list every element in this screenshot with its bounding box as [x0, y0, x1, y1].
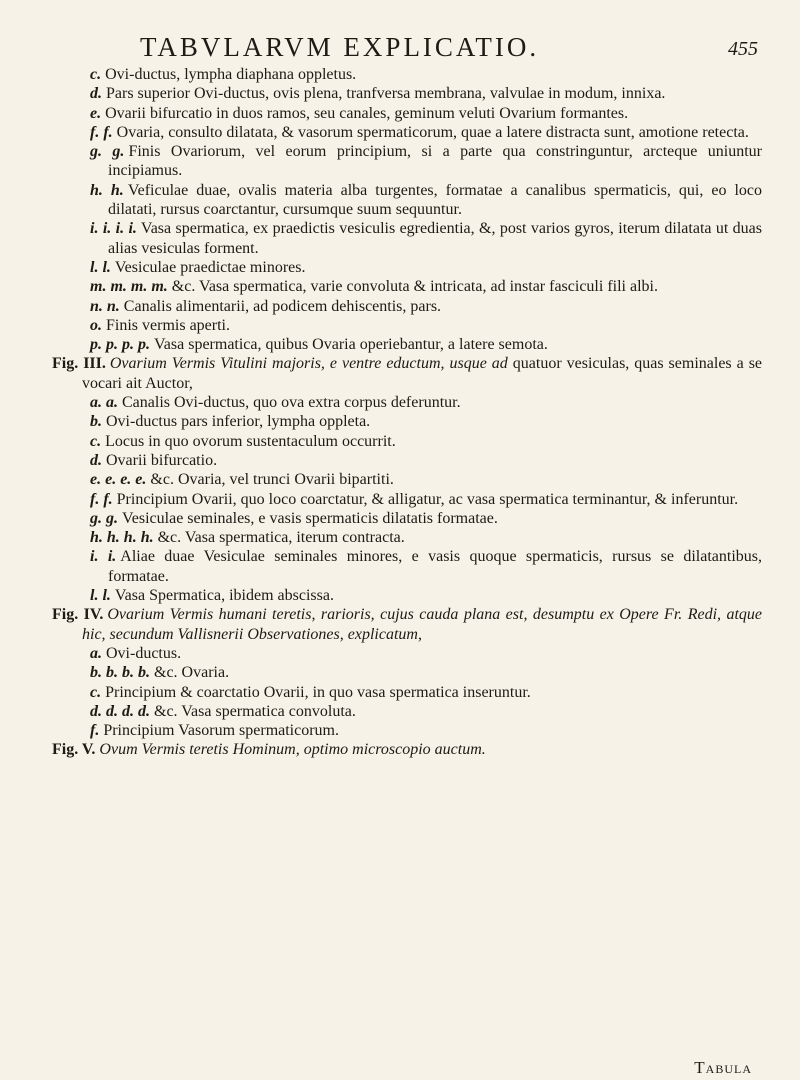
legend-entry: [90, 586, 762, 605]
entry-text: &c. Vasa spermatica, iterum contracta.: [157, 529, 405, 547]
entry-key: d. d. d. d.: [90, 702, 150, 720]
entry-text: Locus in quo ovorum sustentaculum occurrit.: [105, 432, 396, 450]
entry-text: Vesiculae praedictae minores.: [114, 258, 306, 276]
entry-text: &c. Ovaria.: [154, 664, 230, 682]
entry-text: Canalis Ovi-ductus, quo ova extra corpus deferuntur.: [122, 394, 461, 412]
legend-entry: [90, 490, 762, 509]
legend-entry: [90, 277, 762, 296]
entry-key: o.: [90, 316, 102, 334]
entry-text: &c. Vasa spermatica, varie convoluta & intricata, ad instar fasciculi fili albi.: [171, 278, 658, 296]
entry-key: b.: [90, 413, 102, 431]
legend-entry: [90, 297, 762, 316]
legend-entry: [90, 509, 762, 528]
entry-key: l. l.: [90, 258, 111, 276]
entry-key: b. b. b. b.: [90, 664, 150, 682]
page-number: 455: [728, 38, 758, 60]
entry-text: Principium Ovarii, quo loco coarctatur, & alligatur, ac vasa spermatica terminantur, & inferuntur.: [116, 490, 739, 508]
entry-key: l. l.: [90, 587, 111, 605]
legend-entry: [90, 181, 762, 220]
running-title: TABVLARVM EXPLICATIO.: [140, 32, 540, 62]
entry-key: g. g.: [90, 509, 118, 527]
legend-entry: [90, 393, 762, 412]
entry-key: f. f.: [90, 123, 113, 141]
entry-text: Veficulae duae, ovalis materia alba turgentes, formatae a canalibus spermaticis, qui, eo loco dilatati, rursus coarctantur, cursumque suum sequuntur.: [108, 181, 763, 219]
figure-label: Fig. III.: [52, 355, 106, 373]
entry-key: a.: [90, 644, 102, 662]
figure-title: Ovum Vermis teretis Hominum, optimo microscopio auctum.: [99, 741, 486, 759]
entry-key: d.: [90, 85, 102, 103]
entry-key: c.: [90, 66, 102, 83]
legend-entry: [90, 644, 762, 663]
entry-text: Finis vermis aperti.: [106, 316, 230, 334]
entry-key: c.: [90, 683, 102, 701]
legend-entry: [90, 412, 762, 431]
explanation-list: [40, 65, 770, 760]
legend-entry: [90, 528, 762, 547]
entry-text: Ovarii bifurcatio in duos ramos, seu canales, geminum veluti Ovarium formantes.: [105, 104, 629, 122]
figure-heading: [52, 740, 762, 759]
legend-entry: [90, 451, 762, 470]
legend-entry: [90, 104, 762, 123]
legend-entry: [90, 65, 762, 84]
entry-key: i. i.: [90, 548, 117, 566]
figure-text: quatuor vesiculas, quas seminales a se vocari ait Auctor,: [82, 355, 763, 392]
entry-key: i. i. i. i.: [90, 220, 137, 238]
entry-text: Vasa spermatica, quibus Ovaria operiebantur, a latere semota.: [154, 336, 548, 354]
legend-entry: [90, 702, 762, 721]
entry-key: f.: [90, 722, 100, 740]
legend-entry: [90, 335, 762, 354]
entry-key: n. n.: [90, 297, 120, 315]
legend-entry: [90, 84, 762, 103]
legend-entry: [90, 721, 762, 740]
entry-key: m. m. m. m.: [90, 278, 168, 296]
entry-text: Principium & coarctatio Ovarii, in quo vasa spermatica inseruntur.: [105, 683, 531, 701]
entry-text: Ovi-ductus pars inferior, lympha oppleta.: [106, 413, 371, 431]
entry-text: &c. Ovaria, vel trunci Ovarii bipartiti.: [150, 471, 394, 489]
entry-text: Vasa Spermatica, ibidem abscissa.: [114, 587, 334, 605]
entry-key: c.: [90, 432, 102, 450]
legend-entry: [90, 142, 762, 181]
entry-text: Finis Ovariorum, vel eorum principium, si a parte qua constringuntur, arcteque uniuntur incipiamus.: [108, 143, 763, 180]
figure-title: Ovarium Vermis humani teretis, rarioris, cujus cauda plana est, desumptu ex Opere Fr. Redi, atque hic, secundum Vallisnerii Observationes, explicatum,: [82, 606, 762, 643]
entry-key: f. f.: [90, 490, 113, 508]
entry-text: Canalis alimentarii, ad podicem dehiscentis, pars.: [123, 297, 442, 315]
entry-text: &c. Vasa spermatica convoluta.: [154, 702, 356, 720]
legend-entry: [90, 470, 762, 489]
legend-entry: [90, 123, 762, 142]
legend-entry: [90, 663, 762, 682]
legend-entry: [90, 258, 762, 277]
catchword: Tabula: [694, 1058, 752, 1077]
figure-title: Ovarium Vermis Vitulini majoris, e ventre eductum, usque ad: [109, 355, 508, 373]
entry-text: Ovi-ductus.: [106, 644, 182, 662]
entry-text: Ovarii bifurcatio.: [106, 451, 218, 469]
legend-entry: [90, 432, 762, 451]
entry-key: p. p. p. p.: [90, 336, 150, 354]
entry-text: Vasa spermatica, ex praedictis vesiculis egredientia, &, post varios gyros, iterum dilatata ut duas alias vesiculas forment.: [108, 220, 763, 257]
entry-key: e.: [90, 104, 102, 122]
entry-text: Vesiculae seminales, e vasis spermaticis dilatatis formatae.: [122, 509, 498, 527]
page-header: [40, 18, 770, 62]
figure-heading: [52, 354, 762, 393]
entry-text: Ovaria, consulto dilatata, & vasorum spermaticorum, quae a latere distracta sunt, amotione retecta.: [116, 123, 749, 141]
legend-entry: [90, 547, 762, 586]
entry-key: h. h. h. h.: [90, 529, 154, 547]
figure-label: Fig. V.: [52, 741, 96, 759]
figure-heading: [52, 605, 762, 644]
entry-key: h. h.: [90, 181, 124, 199]
entry-key: d.: [90, 451, 102, 469]
entry-text: Aliae duae Vesiculae seminales minores, e vasis quoque spermaticis, rursus se dilatantibus, formatae.: [108, 548, 763, 585]
entry-text: Pars superior Ovi-ductus, ovis plena, tranfversa membrana, valvulae in modum, innixa.: [106, 85, 666, 103]
entry-key: e. e. e. e.: [90, 471, 147, 489]
figure-label: Fig. IV.: [52, 606, 104, 624]
entry-key: g. g.: [90, 143, 125, 161]
entry-key: a. a.: [90, 394, 118, 412]
entry-text: Ovi-ductus, lympha diaphana oppletus.: [105, 66, 357, 83]
entry-text: Principium Vasorum spermaticorum.: [103, 722, 339, 740]
legend-entry: [90, 683, 762, 702]
legend-entry: [90, 316, 762, 335]
legend-entry: [90, 219, 762, 258]
